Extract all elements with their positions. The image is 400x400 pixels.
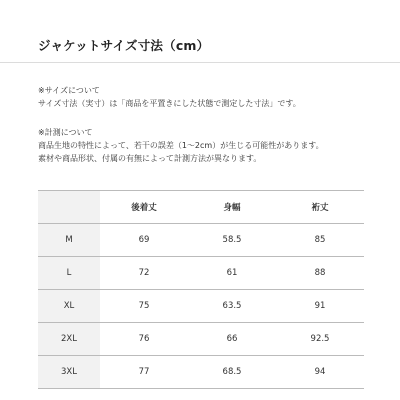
page-title: ジャケットサイズ寸法（cm） (38, 38, 210, 53)
header-back-length: 後着丈 (100, 191, 188, 224)
table-row (38, 257, 364, 290)
table-cell: 91 (276, 290, 364, 323)
size-table (38, 190, 364, 389)
header-sleeve-length: 裄丈 (276, 191, 364, 224)
table-row (38, 290, 364, 323)
table-row (38, 356, 364, 389)
size-label: XL (38, 290, 100, 323)
table-cell: 85 (276, 224, 364, 257)
size-label: M (38, 224, 100, 257)
table-cell: 68.5 (188, 356, 276, 389)
header-body-width: 身幅 (188, 191, 276, 224)
table-cell: 94 (276, 356, 364, 389)
size-label: 2XL (38, 323, 100, 356)
title-divider (0, 62, 400, 63)
table-cell: 75 (100, 290, 188, 323)
table-cell: 88 (276, 257, 364, 290)
table-row (38, 323, 364, 356)
measure-note-text-1: 商品生地の特性によって、若干の誤差（1〜2cm）が生じる可能性があります。 (38, 141, 324, 150)
table-cell: 69 (100, 224, 188, 257)
measure-note-text-2: 素材や商品形状、付属の有無によって計測方法が異なります。 (38, 154, 262, 163)
table-cell: 61 (188, 257, 276, 290)
table-cell: 77 (100, 356, 188, 389)
size-label: 3XL (38, 356, 100, 389)
size-note (38, 84, 301, 110)
table-cell: 66 (188, 323, 276, 356)
measure-note (38, 126, 324, 165)
size-label: L (38, 257, 100, 290)
size-note-heading: ※サイズについて (38, 86, 100, 95)
table-header-row (38, 191, 364, 224)
table-row (38, 224, 364, 257)
table-cell: 76 (100, 323, 188, 356)
size-note-text: サイズ寸法（実寸）は「商品を平置きにした状態で測定した寸法」です。 (38, 99, 301, 108)
measure-note-heading: ※計測について (38, 128, 93, 137)
table-cell: 58.5 (188, 224, 276, 257)
table-cell: 63.5 (188, 290, 276, 323)
table-corner-cell (38, 191, 100, 224)
table-cell: 92.5 (276, 323, 364, 356)
table-cell: 72 (100, 257, 188, 290)
